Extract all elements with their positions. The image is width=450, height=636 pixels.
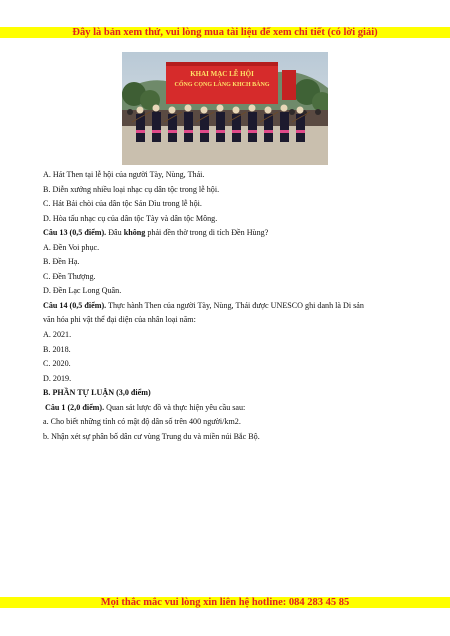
q14-label: Câu 14 (0,5 điểm). <box>43 300 107 310</box>
q13-option-b: B. Đền Hạ. <box>43 257 80 267</box>
photo-banner-text-2: CỐNG CỌNG LÀNG KHCH BÀNG <box>174 82 270 88</box>
q12-option-a: A. Hát Then tại lễ hội của người Tày, Nùng, Thái. <box>43 170 205 179</box>
photo-banner-text-1: KHAI MẠC LỄ HỘI <box>190 70 254 78</box>
q14-option-a: A. 2021. <box>43 330 72 340</box>
essay1-label: Câu 1 (2,0 điểm). <box>45 402 105 412</box>
q14-option-b: B. 2018. <box>43 344 71 354</box>
q12-option-b: B. Diễn xướng nhiều loại nhạc cụ dân tộc trong lễ hội. <box>43 184 220 194</box>
question-13 <box>43 226 415 241</box>
footer-notice-text: Mọi thắc mắc vui lòng xin liên hệ hotline: 084 283 45 85 <box>100 597 350 608</box>
essay1-item-a: a. Cho biết những tỉnh có mật độ dân số trên 400 người/km2. <box>43 417 241 427</box>
essay1-text: Quan sát lược đồ và thực hiện yêu cầu sau: <box>104 402 246 412</box>
footer-notice <box>0 597 450 608</box>
q13-option-c: C. Đền Thượng. <box>43 271 96 281</box>
q12-option-d: D. Hòa tấu nhạc cụ của dân tộc Tày và dân tộc Mông. <box>43 213 218 223</box>
question-14 <box>43 299 415 314</box>
q14-option-c: C. 2020. <box>43 359 71 369</box>
essay-question-1 <box>43 401 415 416</box>
header-notice-text: Đây là bản xem thử, vui lòng mua tài liệu để xem chi tiết (có lời giải) <box>72 27 378 38</box>
q13-option-d: D. Đền Lạc Long Quân. <box>43 286 122 296</box>
q14-text-line2: văn hóa phi vật thể đại diện của nhân loại năm: <box>43 315 196 325</box>
q14-text-line1: Thực hành Then của người Tày, Nùng, Thái được UNESCO ghi danh là Di sản <box>106 300 364 310</box>
q13-text-after: phải đền thờ trong di tích Đền Hùng? <box>145 228 269 238</box>
festival-photo <box>122 52 328 165</box>
q13-option-a: A. Đền Voi phục. <box>43 242 100 252</box>
festival-photo-image <box>122 52 328 165</box>
q14-option-d: D. 2019. <box>43 373 72 383</box>
q12-option-c: C. Hát Bải chòi của dân tộc Sán Dìu trong lễ hội. <box>43 199 202 209</box>
q13-text-before: Đâu <box>106 228 124 238</box>
header-notice <box>0 27 450 38</box>
q13-label: Câu 13 (0,5 điểm). <box>43 228 107 238</box>
essay1-item-b: b. Nhận xét sự phân bố dân cư vùng Trung du và miền núi Bắc Bộ. <box>43 431 260 441</box>
document-body <box>43 168 415 444</box>
q13-emphasis: không <box>123 228 146 238</box>
section-b-heading: B. PHẦN TỰ LUẬN (3,0 điểm) <box>43 388 151 398</box>
